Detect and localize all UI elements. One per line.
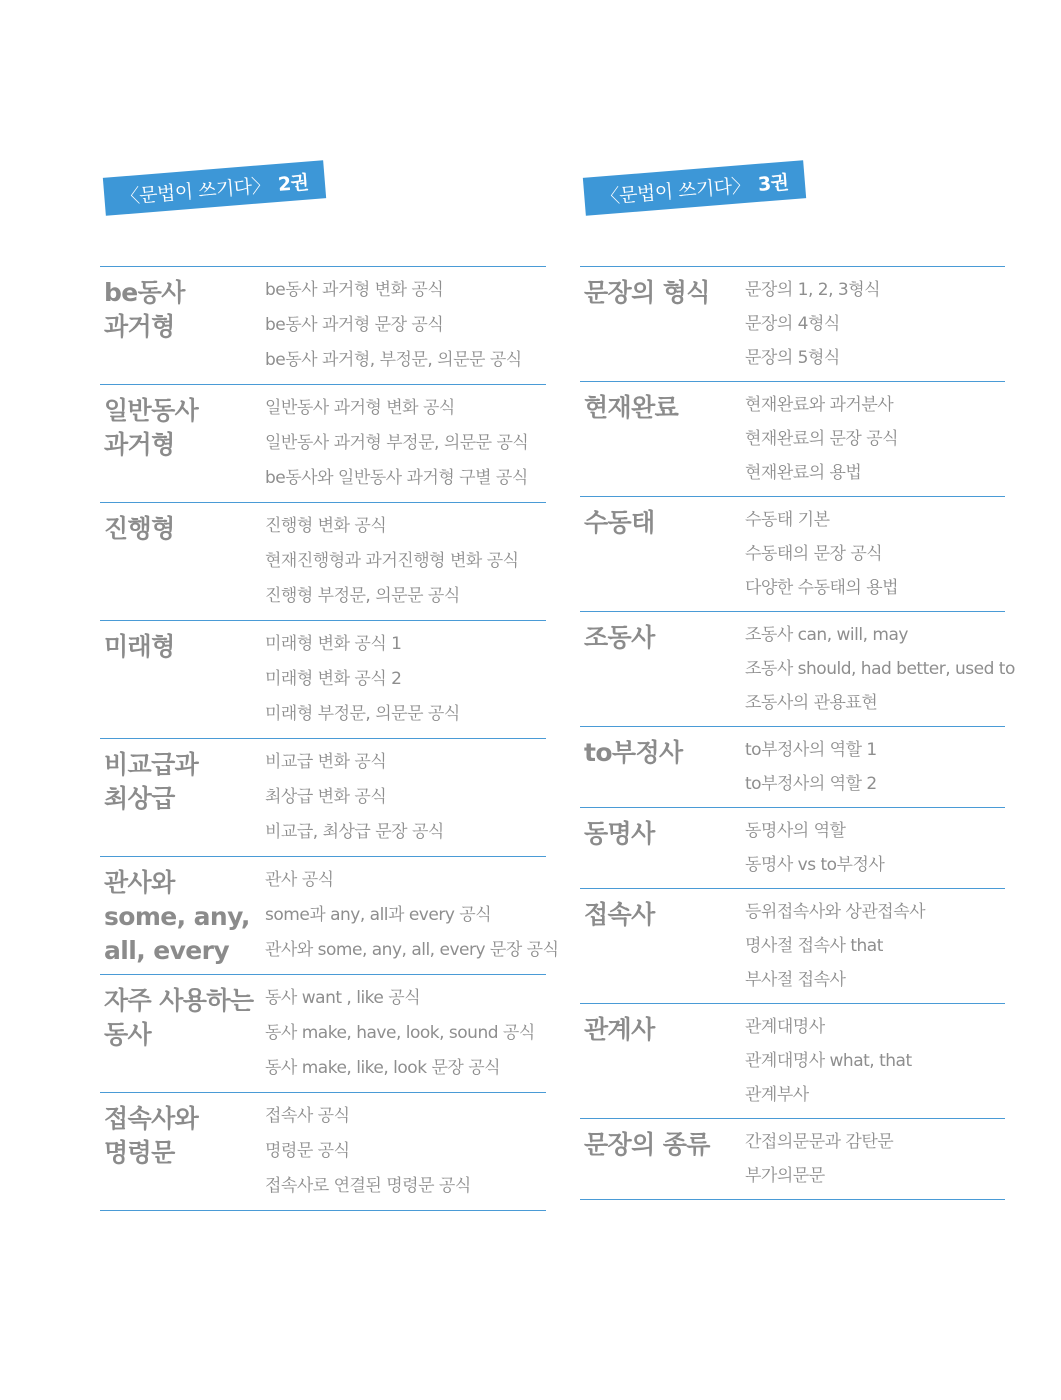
section-title-line: 진행형 <box>104 514 175 543</box>
toc-item: 문장의 4형식 <box>745 314 840 334</box>
toc-item: be동사 과거형, 부정문, 의문문 공식 <box>265 350 522 370</box>
section-items <box>745 1125 1005 1193</box>
section-title-line: all, every <box>104 936 230 965</box>
toc-item: some과 any, all과 every 공식 <box>265 905 492 925</box>
toc-section <box>100 384 546 502</box>
section-title <box>100 981 265 1086</box>
toc-section <box>580 807 1005 888</box>
section-title-line: 문장의 종류 <box>584 1130 710 1159</box>
section-title <box>580 273 745 375</box>
section-title <box>100 627 265 732</box>
section-items <box>745 814 1005 882</box>
section-title-line: 조동사 <box>584 623 655 652</box>
toc-item: 동명사 vs to부정사 <box>745 855 885 875</box>
section-items <box>265 981 546 1086</box>
toc-section <box>580 726 1005 807</box>
section-items <box>745 895 1005 997</box>
section-items <box>265 391 546 496</box>
toc-item: 미래형 변화 공식 1 <box>265 634 402 654</box>
volume-number: 2권 <box>277 170 310 196</box>
toc-item: 미래형 부정문, 의문문 공식 <box>265 704 460 724</box>
toc-section <box>100 1092 546 1211</box>
section-title <box>580 503 745 605</box>
toc-item: 관사 공식 <box>265 870 334 890</box>
toc-item: 간접의문문과 감탄문 <box>745 1132 894 1152</box>
toc-item: 최상급 변화 공식 <box>265 787 387 807</box>
section-title <box>100 1099 265 1204</box>
section-items <box>265 627 546 732</box>
section-title-line: be동사 <box>104 278 185 307</box>
toc-item: 수동태의 문장 공식 <box>745 544 883 564</box>
toc-item: 다양한 수동태의 용법 <box>745 578 899 598</box>
toc-item: 조동사의 관용표현 <box>745 693 878 713</box>
section-title <box>100 863 265 968</box>
section-title <box>100 509 265 614</box>
toc-section <box>580 266 1005 381</box>
section-title-line: some, any, <box>104 902 250 931</box>
toc-column-vol3 <box>580 266 1015 1200</box>
section-title-line: 과거형 <box>104 312 175 341</box>
section-title <box>580 1010 745 1112</box>
section-title-line: 비교급과 <box>104 750 199 779</box>
section-title-line: 명령문 <box>104 1138 175 1167</box>
toc-item: 관계대명사 what, that <box>745 1051 912 1071</box>
toc-section <box>100 738 546 856</box>
toc-item: 부사절 접속사 <box>745 970 846 990</box>
toc-item: 동사 want , like 공식 <box>265 988 421 1008</box>
toc-item: 비교급 변화 공식 <box>265 752 387 772</box>
toc-item: 접속사 공식 <box>265 1106 350 1126</box>
series-title: 〈문법이 쓰기다〉 <box>119 174 271 209</box>
section-title-line: 최상급 <box>104 784 175 813</box>
toc-section <box>580 1003 1005 1118</box>
toc-item: 조동사 can, will, may <box>745 625 908 645</box>
toc-item: 비교급, 최상급 문장 공식 <box>265 822 444 842</box>
section-title <box>100 273 265 378</box>
section-title <box>100 745 265 850</box>
section-title <box>580 733 745 801</box>
toc-item: 현재진행형과 과거진행형 변화 공식 <box>265 551 519 571</box>
toc-item: 미래형 변화 공식 2 <box>265 669 402 689</box>
section-title <box>580 1125 745 1193</box>
toc-section <box>100 620 546 738</box>
toc-item: 부가의문문 <box>745 1166 825 1186</box>
toc-section <box>100 856 559 974</box>
section-title-line: 일반동사 <box>104 396 199 425</box>
toc-item: 현재완료와 과거분사 <box>745 395 894 415</box>
toc-item: 동명사의 역할 <box>745 821 846 841</box>
section-title <box>100 391 265 496</box>
section-items <box>745 733 1005 801</box>
section-title-line: 동사 <box>104 1020 152 1049</box>
volume-banner-vol2 <box>103 160 326 216</box>
toc-item: 현재완료의 문장 공식 <box>745 429 899 449</box>
toc-item: 명령문 공식 <box>265 1141 350 1161</box>
toc-section <box>580 1118 1005 1200</box>
toc-item: 문장의 5형식 <box>745 348 840 368</box>
section-items <box>265 745 546 850</box>
section-title-line: 문장의 형식 <box>584 278 710 307</box>
toc-item: 접속사로 연결된 명령문 공식 <box>265 1176 471 1196</box>
toc-item: be동사 과거형 변화 공식 <box>265 280 444 300</box>
toc-item: 진행형 부정문, 의문문 공식 <box>265 586 460 606</box>
section-title-line: 자주 사용하는 <box>104 986 254 1015</box>
section-title <box>580 388 745 490</box>
toc-item: 진행형 변화 공식 <box>265 516 387 536</box>
toc-section <box>580 888 1005 1003</box>
section-title-line: 접속사와 <box>104 1104 199 1133</box>
section-items <box>745 273 1005 375</box>
toc-column-vol2 <box>100 266 559 1211</box>
toc-section <box>100 502 546 620</box>
section-title-line: 관사와 <box>104 868 175 897</box>
toc-item: 문장의 1, 2, 3형식 <box>745 280 881 300</box>
section-title-line: 접속사 <box>584 900 655 929</box>
section-title-line: to부정사 <box>584 738 683 767</box>
section-items <box>265 863 559 968</box>
toc-section <box>580 381 1005 496</box>
section-title <box>580 814 745 882</box>
section-title-line: 동명사 <box>584 819 655 848</box>
toc-item: 관사와 some, any, all, every 문장 공식 <box>265 940 559 960</box>
toc-section <box>580 496 1005 611</box>
toc-item: 관계대명사 <box>745 1017 825 1037</box>
toc-section <box>100 974 546 1092</box>
section-items <box>745 503 1005 605</box>
toc-item: to부정사의 역할 1 <box>745 740 877 760</box>
section-title-line: 관계사 <box>584 1015 655 1044</box>
section-items <box>745 1010 1005 1112</box>
toc-item: 동사 make, like, look 문장 공식 <box>265 1058 501 1078</box>
section-title-line: 과거형 <box>104 430 175 459</box>
toc-item: 일반동사 과거형 부정문, 의문문 공식 <box>265 433 529 453</box>
toc-item: to부정사의 역할 2 <box>745 774 877 794</box>
section-items <box>265 273 546 378</box>
toc-item: be동사 과거형 문장 공식 <box>265 315 444 335</box>
section-title <box>580 618 745 720</box>
toc-item: 수동태 기본 <box>745 510 830 530</box>
toc-item: 관계부사 <box>745 1085 809 1105</box>
toc-item: 동사 make, have, look, sound 공식 <box>265 1023 535 1043</box>
toc-item: be동사와 일반동사 과거형 구별 공식 <box>265 468 528 488</box>
toc-item: 현재완료의 용법 <box>745 463 862 483</box>
section-items <box>265 509 546 614</box>
section-items <box>745 388 1005 490</box>
toc-section <box>580 611 1015 726</box>
section-title-line: 수동태 <box>584 508 655 537</box>
volume-number: 3권 <box>757 170 790 196</box>
toc-item: 명사절 접속사 that <box>745 936 883 956</box>
toc-section <box>100 266 546 384</box>
volume-banner-vol3 <box>583 160 806 216</box>
section-title-line: 미래형 <box>104 632 175 661</box>
section-title-line: 현재완료 <box>584 393 679 422</box>
section-items <box>745 618 1015 720</box>
toc-item: 등위접속사와 상관접속사 <box>745 902 926 922</box>
toc-item: 일반동사 과거형 변화 공식 <box>265 398 455 418</box>
series-title: 〈문법이 쓰기다〉 <box>599 174 751 209</box>
section-title <box>580 895 745 997</box>
section-items <box>265 1099 546 1204</box>
toc-item: 조동사 should, had better, used to <box>745 659 1015 679</box>
